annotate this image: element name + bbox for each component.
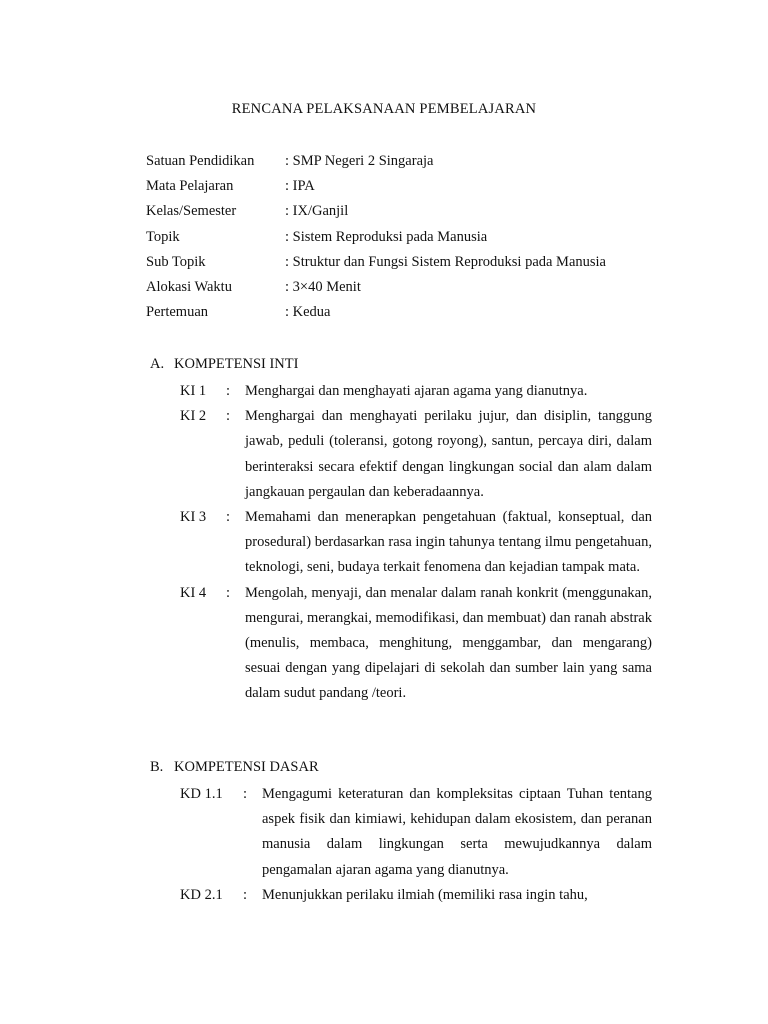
list-item <box>180 505 652 581</box>
item-separator: : <box>243 786 248 802</box>
item-text: Memahami dan menerapkan pengetahuan (faktual, konseptual, dan prosedural) berdasarkan rasa ingin tahunya tentang ilmu pengetahuan, teknologi, seni, budaya terkait fenomena dan kejadian tampak mata. <box>245 509 652 576</box>
item-text: Mengagumi keteraturan dan kompleksitas ciptaan Tuhan tentang aspek fisik dan kimiawi, kehidupan dalam ekosistem, dan peranan manusia dalam lingkungan serta mewujudkannya dalam pengamalan ajaran agama yang dianutnya. <box>262 786 652 878</box>
item-separator: : <box>226 408 231 425</box>
item-code: KD 2.1 <box>180 886 223 903</box>
identity-row-subtopic <box>146 253 606 278</box>
identity-value: : Kedua <box>285 304 331 321</box>
item-text: Menghargai dan menghayati ajaran agama yang dianutnya. <box>245 383 588 399</box>
section-title: KOMPETENSI DASAR <box>174 759 319 775</box>
identity-value: : Sistem Reproduksi pada Manusia <box>285 228 488 245</box>
section-letter: B. <box>150 759 164 775</box>
list-item <box>180 379 652 404</box>
item-text: Menunjukkan perilaku ilmiah (memiliki rasa ingin tahu, <box>262 886 588 903</box>
item-text: Menghargai dan menghayati perilaku jujur, dan disiplin, tanggung jawab, peduli (toleransi, gotong royong), santun, percaya diri, dalam berinteraksi secara efektif dengan lingkungan social dan alam dalam jangkauan pergaulan dan keberadaannya. <box>245 408 652 500</box>
item-separator: : <box>243 886 248 903</box>
identity-table <box>146 152 606 328</box>
identity-row-subject <box>146 177 606 202</box>
identity-row-topic <box>146 228 606 253</box>
identity-label: Alokasi Waktu <box>146 278 232 295</box>
list-item <box>180 782 652 883</box>
section-a-heading <box>150 355 298 373</box>
item-code: KI 4 <box>180 584 207 601</box>
item-separator: : <box>226 584 231 601</box>
identity-label: Sub Topik <box>146 253 206 270</box>
section-letter: A. <box>150 356 165 372</box>
list-item <box>180 404 652 505</box>
identity-row-school <box>146 152 606 177</box>
item-code: KI 2 <box>180 408 207 425</box>
identity-label: Satuan Pendidikan <box>146 153 255 169</box>
list-item <box>180 883 652 908</box>
basic-competency-list <box>180 782 652 908</box>
item-separator: : <box>226 509 231 526</box>
identity-value: : SMP Negeri 2 Singaraja <box>285 153 434 169</box>
item-code: KD 1.1 <box>180 786 223 802</box>
identity-value: : 3×40 Menit <box>285 278 361 295</box>
identity-label: Topik <box>146 228 180 245</box>
item-separator: : <box>226 383 231 399</box>
section-b-heading <box>150 758 319 776</box>
identity-label: Kelas/Semester <box>146 203 237 220</box>
document-title: RENCANA PELAKSANAAN PEMBELAJARAN <box>231 101 537 117</box>
identity-row-time <box>146 278 606 303</box>
identity-label: Mata Pelajaran <box>146 178 234 195</box>
section-title: KOMPETENSI INTI <box>174 356 299 372</box>
identity-row-class <box>146 202 606 227</box>
identity-value: : IPA <box>285 178 315 195</box>
item-code: KI 1 <box>180 383 207 399</box>
identity-value: : Struktur dan Fungsi Sistem Reproduksi pada Manusia <box>285 253 606 270</box>
item-text: Mengolah, menyaji, dan menalar dalam ranah konkrit (menggunakan, mengurai, merangkai, memodifikasi, dan membuat) dan ranah abstrak (menulis, membaca, menghitung, menggambar, dan mengarang) sesuai dengan yang dipelajari di sekolah dan sumber lain yang sama dalam sudut pandang /teori. <box>245 584 652 702</box>
identity-row-meeting <box>146 303 606 328</box>
core-competency-list <box>180 379 652 707</box>
item-code: KI 3 <box>180 509 207 526</box>
identity-label: Pertemuan <box>146 304 209 321</box>
identity-value: : IX/Ganjil <box>285 203 349 220</box>
list-item <box>180 581 652 707</box>
